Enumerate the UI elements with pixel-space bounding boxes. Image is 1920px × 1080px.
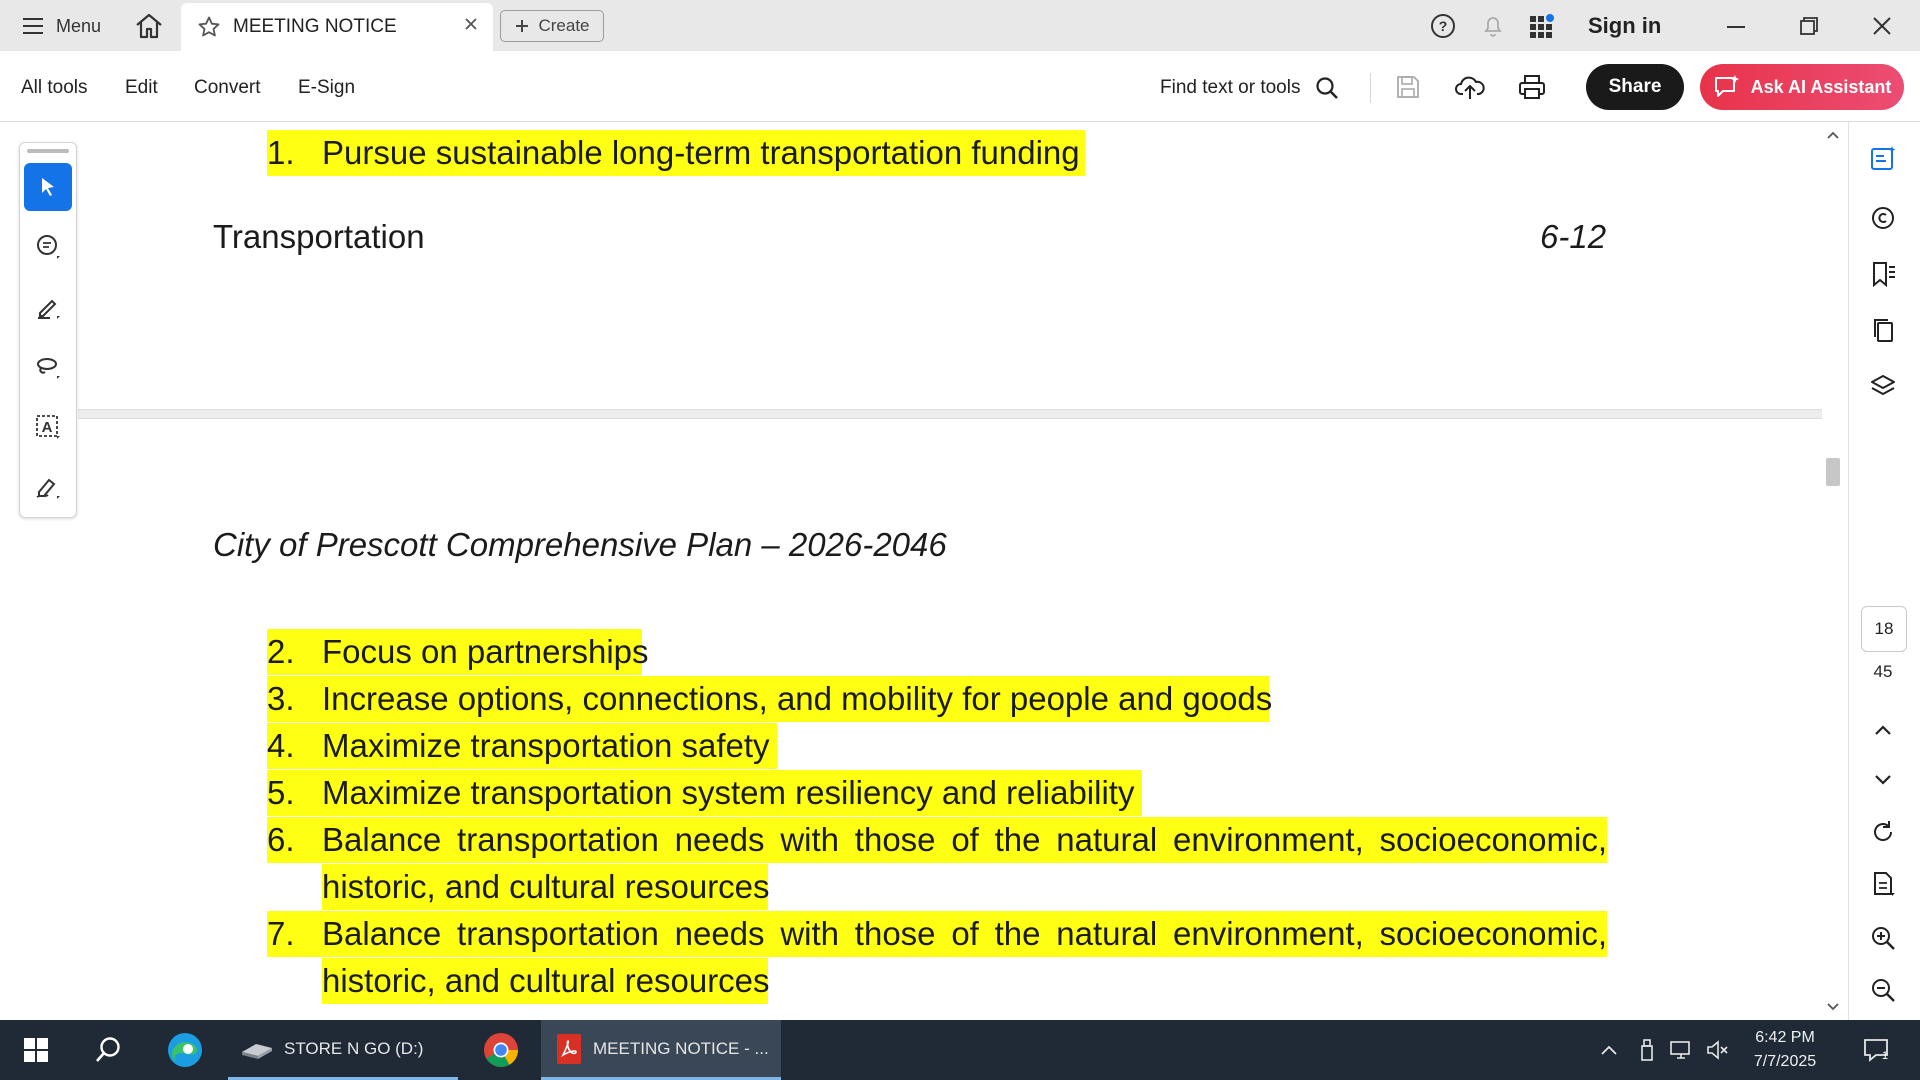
- quick-tools-rail: [19, 142, 77, 518]
- bell-icon: [1480, 13, 1506, 39]
- ai-assistant-icon: [1713, 74, 1741, 100]
- home-button[interactable]: [134, 12, 164, 40]
- tab-title: MEETING NOTICE: [233, 16, 397, 37]
- list-number: 7.: [267, 915, 295, 952]
- taskbar-clock[interactable]: [1735, 1026, 1835, 1074]
- usb-tray-button[interactable]: [1636, 1020, 1658, 1080]
- apps-button[interactable]: [1528, 10, 1556, 42]
- list-text: Focus on partnerships: [322, 633, 649, 670]
- list-text-continued: historic, and cultural resources: [322, 962, 770, 999]
- chrome-taskbar-button[interactable]: [478, 1020, 524, 1080]
- pages-icon: [1869, 316, 1897, 344]
- bookmarks-button[interactable]: [1865, 256, 1901, 292]
- windows-taskbar: [0, 1020, 1920, 1080]
- menu-e-sign[interactable]: E-Sign: [298, 77, 356, 98]
- home-icon: [134, 12, 164, 40]
- zoom-out-button[interactable]: [1865, 972, 1901, 1008]
- close-icon: [1871, 15, 1893, 37]
- previous-page-button[interactable]: [1865, 712, 1901, 748]
- signature-pen-icon: [34, 473, 62, 501]
- menu-button[interactable]: [22, 13, 101, 39]
- close-window-button[interactable]: [1865, 10, 1899, 42]
- comment-at-icon: [1869, 204, 1897, 232]
- minimize-icon: [1725, 15, 1747, 37]
- page-thumbnails-button[interactable]: [1865, 312, 1901, 348]
- apps-grid-icon: [1528, 12, 1556, 40]
- acrobat-label: MEETING NOTICE - ...: [593, 1038, 769, 1058]
- zoom-out-icon: [1869, 976, 1897, 1004]
- list-number: 5.: [267, 774, 295, 811]
- edge-browser-icon: [166, 1031, 204, 1069]
- find-tools-search[interactable]: [1160, 75, 1340, 101]
- current-page-input[interactable]: 18: [1861, 606, 1907, 652]
- notification-count: 1: [1882, 1050, 1889, 1062]
- chevron-up-icon: [1873, 723, 1893, 737]
- comment-icon: [34, 233, 62, 261]
- chrome-icon: [482, 1031, 520, 1069]
- search-icon: [1314, 75, 1340, 101]
- svg-text:?: ?: [1438, 18, 1448, 34]
- notifications-button[interactable]: [1480, 10, 1506, 42]
- list-number: 4.: [267, 727, 295, 764]
- create-label: Create: [538, 16, 590, 35]
- list-text: Maximize transportation safety: [322, 727, 770, 764]
- text-box-icon: [34, 413, 62, 441]
- menu-convert[interactable]: Convert: [194, 77, 261, 98]
- ai-label: Ask AI Assistant: [1750, 76, 1892, 97]
- restore-button[interactable]: [1792, 10, 1826, 42]
- zoom-in-icon: [1869, 924, 1897, 952]
- comment-tool[interactable]: [24, 223, 72, 271]
- vertical-scrollbar[interactable]: [1822, 122, 1844, 1020]
- list-text: Maximize transportation system resiliency and reliability: [322, 774, 1135, 811]
- chevron-down-icon: [1873, 773, 1893, 787]
- volume-tray-button[interactable]: [1705, 1020, 1731, 1080]
- start-button[interactable]: [14, 1020, 58, 1080]
- list-text: Balance transportation needs with those of the natural environment, socioeconomic,: [322, 915, 1607, 952]
- edge-taskbar-button[interactable]: [160, 1020, 210, 1080]
- list-number: 1.: [267, 134, 295, 171]
- main-toolbar: [0, 51, 1920, 122]
- layers-icon: [1869, 372, 1897, 400]
- rail-grip[interactable]: [27, 149, 69, 153]
- find-label: Find text or tools: [1160, 77, 1301, 98]
- page-separator: [78, 409, 1822, 419]
- scroll-up-arrow-icon[interactable]: [1827, 130, 1839, 140]
- toolbar-divider: [1370, 73, 1371, 103]
- svg-text:A: A: [41, 419, 53, 436]
- windows-logo-icon: [23, 1037, 49, 1063]
- list-number: 6.: [267, 821, 295, 858]
- generative-summary-button[interactable]: [1865, 140, 1901, 176]
- list-number: 3.: [267, 680, 295, 717]
- menu-label: Menu: [56, 15, 102, 36]
- page-header-title: City of Prescott Comprehensive Plan – 2026-2046: [213, 526, 947, 563]
- right-panel-rail: [1848, 122, 1920, 1020]
- minimize-button[interactable]: [1719, 10, 1753, 42]
- plus-icon: [514, 18, 530, 34]
- restore-icon: [1798, 15, 1820, 37]
- zoom-in-button[interactable]: [1865, 920, 1901, 956]
- cloud-upload-icon: [1454, 73, 1486, 101]
- taskbar-search-button[interactable]: [86, 1020, 130, 1080]
- search-icon: [93, 1035, 123, 1065]
- usb-icon: [1638, 1038, 1656, 1062]
- help-button[interactable]: [1430, 10, 1456, 42]
- network-icon: [1669, 1039, 1695, 1061]
- summary-icon: [1869, 144, 1897, 172]
- next-page-button[interactable]: [1865, 762, 1901, 798]
- list-number: 2.: [267, 633, 295, 670]
- speaker-muted-icon: [1706, 1039, 1730, 1061]
- layers-button[interactable]: [1865, 368, 1901, 404]
- comments-panel-button[interactable]: [1865, 200, 1901, 236]
- drive-label: STORE N GO (D:): [284, 1038, 424, 1058]
- list-text-continued: historic, and cultural resources: [322, 868, 770, 905]
- text-tool[interactable]: [24, 403, 72, 451]
- total-pages: 45: [1873, 662, 1893, 681]
- highlight-tool[interactable]: [24, 283, 72, 331]
- action-center-button[interactable]: [1856, 1020, 1896, 1080]
- printer-icon: [1517, 73, 1547, 101]
- pen-icon: [34, 293, 62, 321]
- scrollbar-thumb[interactable]: [1826, 458, 1840, 486]
- page-view-icon: [1869, 870, 1897, 898]
- list-text: Increase options, connections, and mobility for people and goods: [322, 680, 1273, 717]
- document-tab[interactable]: [181, 3, 493, 51]
- save-button[interactable]: [1390, 69, 1426, 105]
- acrobat-taskbar-button[interactable]: [541, 1020, 781, 1080]
- page-display-button[interactable]: [1865, 866, 1901, 902]
- clock-date: 7/7/2025: [1753, 1053, 1817, 1070]
- create-button[interactable]: [500, 10, 604, 42]
- share-button[interactable]: Share: [1586, 64, 1684, 110]
- lasso-icon: [34, 353, 62, 381]
- hamburger-icon: [22, 17, 44, 35]
- cursor-icon: [35, 174, 61, 200]
- help-icon: [1430, 13, 1456, 39]
- title-bar: [0, 0, 1920, 51]
- sign-in-link[interactable]: Sign in: [1588, 13, 1662, 38]
- page-footer-number: 6-12: [1540, 218, 1607, 255]
- page-footer-section: Transportation: [213, 218, 425, 255]
- file-explorer-drive-taskbar-button[interactable]: [228, 1020, 458, 1080]
- document-viewer[interactable]: [0, 122, 1822, 1020]
- save-icon: [1395, 74, 1421, 100]
- ask-ai-assistant-button[interactable]: [1700, 64, 1904, 110]
- star-icon[interactable]: [197, 15, 221, 39]
- scroll-down-arrow-icon[interactable]: [1827, 1002, 1839, 1012]
- network-tray-button[interactable]: [1668, 1020, 1696, 1080]
- rotate-button[interactable]: [1865, 814, 1901, 850]
- pdf-document-icon: [555, 1033, 583, 1065]
- sign-tool[interactable]: [24, 463, 72, 511]
- list-text: Balance transportation needs with those of the natural environment, socioeconomic,: [322, 821, 1607, 858]
- upload-button[interactable]: [1452, 69, 1488, 105]
- bookmark-icon: [1869, 260, 1897, 288]
- menu-all-tools[interactable]: All tools: [21, 77, 88, 98]
- list-text: Pursue sustainable long-term transportation funding: [322, 134, 1080, 171]
- draw-tool[interactable]: [24, 343, 72, 391]
- select-tool[interactable]: [24, 163, 72, 211]
- clock-time: 6:42 PM: [1755, 1029, 1815, 1046]
- print-button[interactable]: [1514, 69, 1550, 105]
- usb-drive-icon: [240, 1038, 274, 1060]
- rotate-icon: [1869, 818, 1897, 846]
- menu-edit[interactable]: Edit: [125, 77, 158, 98]
- close-tab-icon[interactable]: [463, 16, 479, 32]
- show-hidden-icons-button[interactable]: [1598, 1020, 1620, 1080]
- chevron-up-icon: [1600, 1044, 1618, 1056]
